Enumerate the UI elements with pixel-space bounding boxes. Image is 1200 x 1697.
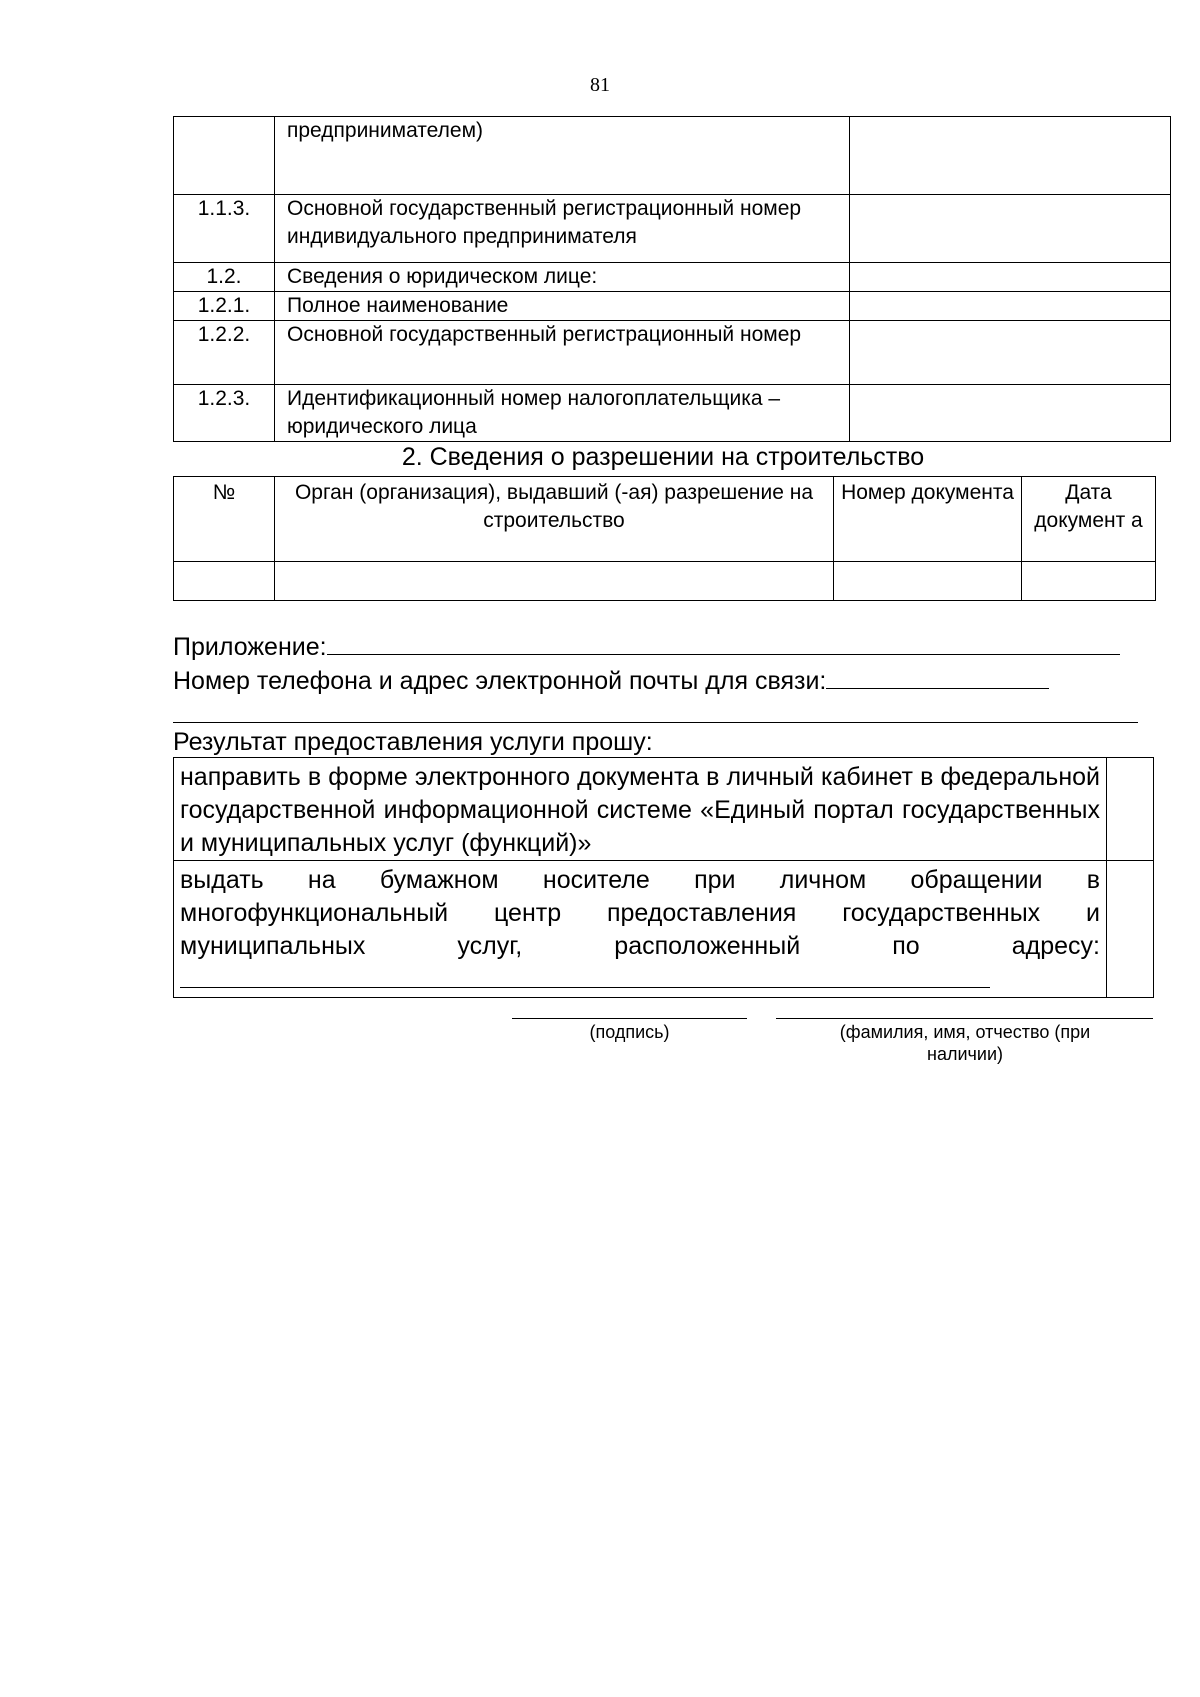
table-row [174,195,1171,263]
option-text [174,861,1107,998]
value-cell[interactable] [850,117,1171,195]
signature-line[interactable] [512,1018,747,1019]
row-number: 1.2.3. [174,385,275,442]
option-checkbox[interactable] [1107,758,1154,861]
row-label: Основной государственный регистрационный номер индивидуального предпринимателя [275,195,850,263]
attachment-line [173,630,1120,662]
issuing-authority-cell[interactable] [275,562,834,601]
document-date-cell[interactable] [1022,562,1156,601]
header-number: № [174,477,275,562]
row-label: Сведения о юридическом лице: [275,263,850,292]
signature-caption: (подпись) [589,1022,670,1042]
table-row [174,292,1171,321]
result-option [174,861,1154,998]
table-row [174,562,1156,601]
attachment-field[interactable] [327,630,1120,655]
row-label: предпринимателем) [275,117,850,195]
value-cell[interactable] [850,195,1171,263]
option-text: направить в форме электронного документа в личный кабинет в федеральной государственной информационной системе «Единый портал государственных и муниципальных услуг (функций)» [174,758,1107,861]
attachment-label: Приложение: [173,633,327,661]
table-row [174,385,1171,442]
contact-line [173,664,1049,696]
header-document-number: Номер документа [834,477,1022,562]
full-name-line[interactable] [776,1018,1153,1019]
header-document-date: Дата документ а [1022,477,1156,562]
row-label: Основной государственный регистрационный номер [275,321,850,385]
contact-field[interactable] [826,664,1049,689]
table-row [174,117,1171,195]
result-label: Результат предоставления услуги прошу: [173,728,653,756]
value-cell[interactable] [850,263,1171,292]
option-checkbox[interactable] [1107,861,1154,998]
contact-continuation-line[interactable] [173,722,1138,723]
permit-table [173,476,1156,601]
row-number: 1.2. [174,263,275,292]
row-number [174,117,275,195]
value-cell[interactable] [850,385,1171,442]
contact-label: Номер телефона и адрес электронной почты для связи: [173,667,827,695]
row-number: 1.2.1. [174,292,275,321]
applicant-info-table [173,116,1171,442]
table-row [174,263,1171,292]
value-cell[interactable] [850,292,1171,321]
document-number-cell[interactable] [834,562,1022,601]
row-label: Полное наименование [275,292,850,321]
header-issuing-authority: Орган (организация), выдавший (-ая) разрешение на строительство [275,477,834,562]
page-number: 81 [590,74,610,96]
row-number: 1.1.3. [174,195,275,263]
result-options-table [173,757,1154,998]
table-header-row [174,477,1156,562]
row-label: Идентификационный номер налогоплательщика – юридического лица [275,385,850,442]
value-cell[interactable] [850,321,1171,385]
table-row [174,321,1171,385]
section-heading: 2. Сведения о разрешении на строительство [401,443,925,471]
row-number: 1.2.2. [174,321,275,385]
number-cell[interactable] [174,562,275,601]
option-label: выдать на бумажном носителе при личном обращении в многофункциональный центр предоставления государственных и муниципальных услуг, расположенный по адресу: [180,866,1100,960]
address-field[interactable] [180,963,990,988]
full-name-caption: (фамилия, имя, отчество (при наличии) [839,1022,1091,1064]
result-option [174,758,1154,861]
